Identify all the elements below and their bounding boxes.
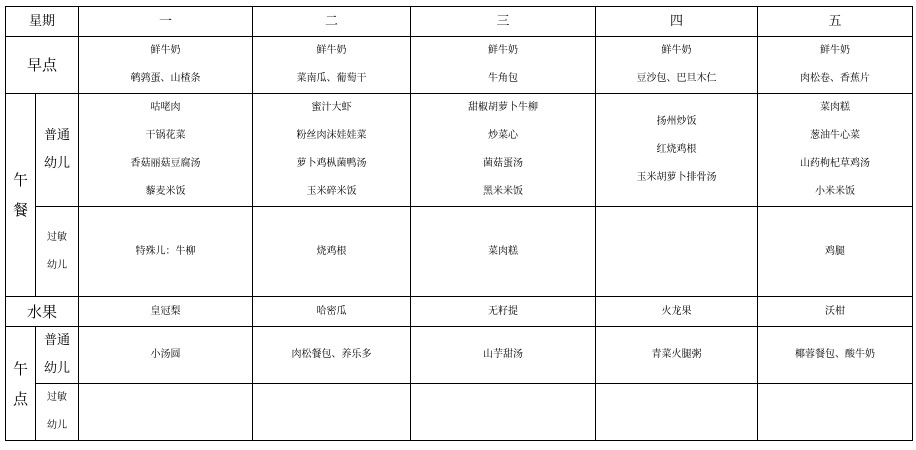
fruit-label: 水果 bbox=[6, 297, 79, 327]
menu-item: 红烧鸡根 bbox=[656, 144, 697, 155]
menu-item: 菌菇蛋汤 bbox=[483, 158, 523, 169]
lunch-regular-cell-wed bbox=[411, 94, 596, 207]
breakfast-label: 早点 bbox=[6, 37, 79, 94]
menu-table-wrapper bbox=[5, 6, 913, 441]
snack-allergy-cell-mon bbox=[79, 384, 253, 441]
menu-item: 炒菜心 bbox=[488, 130, 518, 141]
menu-item: 鲜牛奶 bbox=[150, 45, 181, 56]
snack-regular-cell-tue: 肉松餐包、养乐多 bbox=[253, 327, 411, 384]
lunch-label: 午 餐 bbox=[6, 94, 36, 297]
menu-item: 干锅花菜 bbox=[145, 130, 186, 141]
menu-item: 甜椒胡萝卜牛柳 bbox=[468, 102, 538, 113]
menu-item: 牛角包 bbox=[488, 73, 518, 84]
menu-item: 鲜牛奶 bbox=[488, 45, 518, 56]
lunch-allergy-cell-wed: 菜肉糕 bbox=[411, 207, 596, 297]
snack-allergy-cell-tue bbox=[253, 384, 411, 441]
menu-item: 玉米碎米饭 bbox=[306, 186, 357, 197]
fruit-cell-tue: 哈密瓜 bbox=[253, 297, 411, 327]
snack-regular-cell-thu: 青菜火腿粥 bbox=[596, 327, 758, 384]
menu-item: 萝卜鸡枞菌鸭汤 bbox=[296, 158, 367, 169]
menu-item: 葱油牛心菜 bbox=[810, 130, 860, 141]
snack-allergy-row bbox=[6, 384, 913, 441]
fruit-cell-fri: 沃柑 bbox=[758, 297, 913, 327]
header-row bbox=[6, 7, 913, 37]
lunch-allergy-row bbox=[6, 207, 913, 297]
snack-label: 午 点 bbox=[6, 327, 36, 441]
weekly-menu-table bbox=[5, 6, 913, 441]
menu-item: 鹌鹑蛋、山楂条 bbox=[130, 73, 201, 84]
menu-item: 鲜牛奶 bbox=[820, 45, 850, 56]
snack-allergy-cell-thu bbox=[596, 384, 758, 441]
breakfast-cell-thu bbox=[596, 37, 758, 94]
snack-regular-row bbox=[6, 327, 913, 384]
snack-allergy-cell-fri bbox=[758, 384, 913, 441]
menu-item: 小米米饭 bbox=[815, 186, 855, 197]
fruit-cell-mon: 皇冠梨 bbox=[79, 297, 253, 327]
menu-item: 香菇丽菇豆腐汤 bbox=[130, 158, 201, 169]
lunch-regular-cell-thu bbox=[596, 94, 758, 207]
menu-item: 藜麦米饭 bbox=[145, 186, 186, 197]
lunch-allergy-cell-mon: 特殊儿：牛柳 bbox=[79, 207, 253, 297]
menu-item: 菜肉糕 bbox=[820, 102, 850, 113]
lunch-regular-cell-tue bbox=[253, 94, 411, 207]
day-header-wed: 三 bbox=[411, 7, 596, 37]
snack-allergy-cell-wed bbox=[411, 384, 596, 441]
lunch-regular-label: 普通 幼儿 bbox=[36, 94, 79, 207]
menu-item: 鲜牛奶 bbox=[661, 45, 692, 56]
fruit-cell-wed: 无籽提 bbox=[411, 297, 596, 327]
menu-item: 菜南瓜、葡萄干 bbox=[296, 73, 367, 84]
breakfast-cell-fri bbox=[758, 37, 913, 94]
snack-regular-label: 普通 幼儿 bbox=[36, 327, 79, 384]
menu-item: 鲜牛奶 bbox=[316, 45, 347, 56]
menu-item: 玉米胡萝卜排骨汤 bbox=[636, 172, 717, 183]
day-header-mon: 一 bbox=[79, 7, 253, 37]
snack-regular-cell-fri: 椰蓉餐包、酸牛奶 bbox=[758, 327, 913, 384]
fruit-cell-thu: 火龙果 bbox=[596, 297, 758, 327]
menu-item: 肉松卷、香蕉片 bbox=[800, 73, 870, 84]
day-header-tue: 二 bbox=[253, 7, 411, 37]
day-header-thu: 四 bbox=[596, 7, 758, 37]
breakfast-cell-mon bbox=[79, 37, 253, 94]
lunch-allergy-cell-thu bbox=[596, 207, 758, 297]
lunch-allergy-label: 过敏 幼儿 bbox=[36, 207, 79, 297]
breakfast-cell-wed bbox=[411, 37, 596, 94]
lunch-regular-cell-fri bbox=[758, 94, 913, 207]
menu-item: 黑米米饭 bbox=[483, 186, 523, 197]
breakfast-row bbox=[6, 37, 913, 94]
lunch-regular-row bbox=[6, 94, 913, 207]
lunch-allergy-cell-fri: 鸡腿 bbox=[758, 207, 913, 297]
weekday-corner: 星期 bbox=[6, 7, 79, 37]
menu-item: 咕咾肉 bbox=[150, 102, 181, 113]
menu-item: 粉丝肉沫娃娃菜 bbox=[296, 130, 367, 141]
menu-item: 山药枸杞草鸡汤 bbox=[800, 158, 870, 169]
snack-regular-cell-mon: 小汤圆 bbox=[79, 327, 253, 384]
breakfast-cell-tue bbox=[253, 37, 411, 94]
snack-allergy-label: 过敏 幼儿 bbox=[36, 384, 79, 441]
fruit-row bbox=[6, 297, 913, 327]
menu-item: 豆沙包、巴旦木仁 bbox=[636, 73, 717, 84]
lunch-regular-cell-mon bbox=[79, 94, 253, 207]
menu-item: 扬州炒饭 bbox=[656, 116, 697, 127]
lunch-allergy-cell-tue: 烧鸡根 bbox=[253, 207, 411, 297]
snack-regular-cell-wed: 山芋甜汤 bbox=[411, 327, 596, 384]
menu-item: 蜜汁大虾 bbox=[311, 102, 352, 113]
day-header-fri: 五 bbox=[758, 7, 913, 37]
